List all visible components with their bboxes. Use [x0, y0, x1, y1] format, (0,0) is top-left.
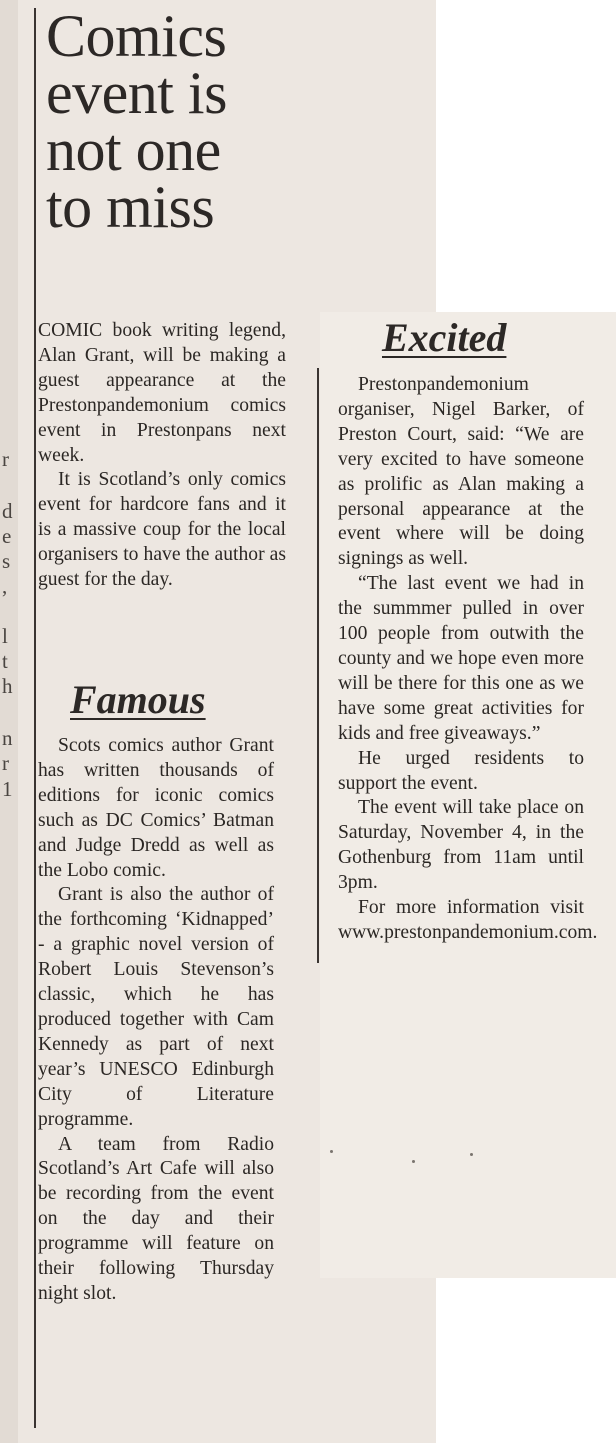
paragraph: The event will take place on Saturday, November 4, in the Gothenburg from 11am until 3pm. — [338, 797, 584, 894]
print-speck — [412, 1160, 415, 1163]
headline-line: not one — [46, 117, 221, 183]
bleed-letter: , — [2, 574, 8, 598]
paragraph: For more information visit www.prestonpandemonium.com. — [338, 897, 598, 943]
paragraph: Prestonpandemonium organiser, Nigel Barker, of Preston Court, said: “We are very excited to have someone as prolific as Alan making a personal appearance at the event where will be doing signings as well. — [338, 374, 584, 570]
subheading-famous: Famous — [70, 677, 206, 722]
bleed-letter: 1 — [2, 777, 13, 801]
print-speck — [330, 1150, 333, 1153]
paragraph: Scots comics author Grant has written thousands of editions for iconic comics such as DC Comics’ Batman and Judge Dredd as well as the Lobo comic. — [38, 735, 274, 881]
headline-line: to miss — [46, 174, 215, 240]
bleed-letter: t — [2, 649, 8, 673]
paragraph: “The last event we had in the summmer pulled in over 100 people from outwith the county and we hope even more will be there for this one as we have some great activities for kids and free giveaways.” — [338, 573, 584, 744]
subheading-excited: Excited — [382, 315, 507, 360]
print-speck — [470, 1153, 473, 1156]
paragraph: Grant is also the author of the forthcoming ‘Kidnapped’ - a graphic novel version of Robert Louis Stevenson’s classic, which he has produced together with Cam Kennedy as part of next year’s UNESCO Edinburgh City of Literature programme. — [38, 884, 274, 1130]
column-rule-left — [34, 8, 36, 1428]
article-column-right — [338, 373, 598, 946]
paragraph: It is Scotland’s only comics event for hardcore fans and it is a massive coup for the local organisers to have the author as guest for the day. — [38, 469, 286, 591]
paragraph: He urged residents to support the event. — [338, 747, 584, 794]
column-rule-right — [317, 368, 319, 963]
bleed-letter: n — [2, 726, 13, 750]
article-column-left-bottom — [38, 734, 274, 1307]
clipping-left-edge — [0, 0, 18, 1443]
headline — [46, 3, 296, 240]
headline-line: Comics — [46, 3, 227, 69]
bleed-letter: r — [2, 751, 9, 775]
bleed-letter: l — [2, 624, 8, 648]
article-column-left-top — [38, 319, 286, 593]
headline-line: event is — [46, 60, 227, 126]
paragraph: COMIC book writing legend, Alan Grant, will be making a guest appearance at the Prestonpandemonium comics event in Prestonpans next week. — [38, 320, 286, 466]
bleed-letter: h — [2, 674, 13, 698]
paragraph: A team from Radio Scotland’s Art Cafe will also be recording from the event on the day and their programme will feature on their following Thursday night slot. — [38, 1133, 274, 1304]
bleed-letter: d — [2, 499, 13, 523]
bleed-letter: s — [2, 549, 11, 573]
bleed-letter: e — [2, 524, 12, 548]
bleed-letter: r — [2, 447, 9, 471]
